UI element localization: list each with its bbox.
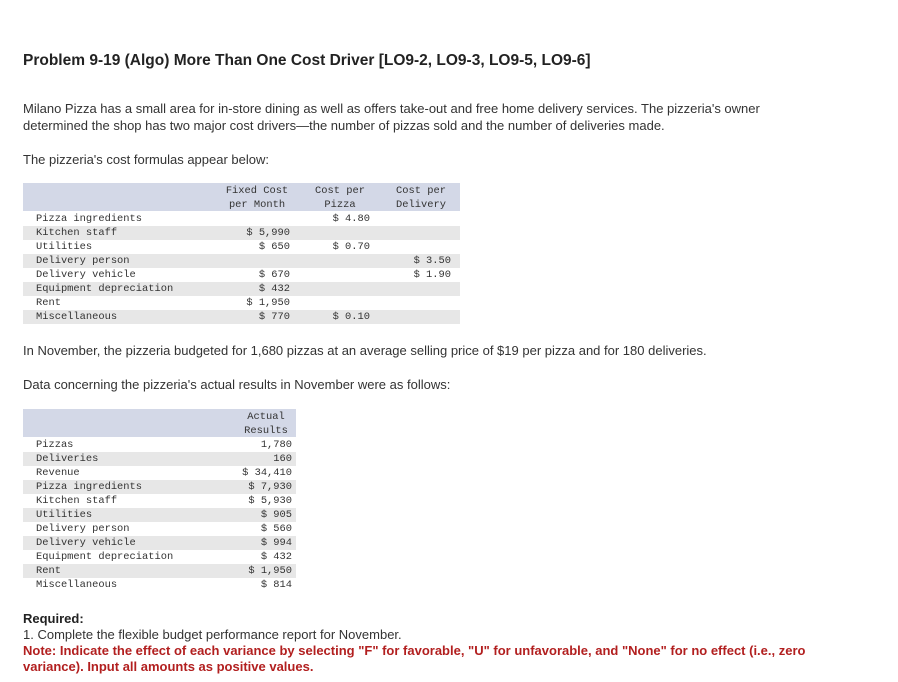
actual-value: $ 905 [260,509,292,521]
row-label: Rent [36,565,61,577]
header-cost-per-delivery: Cost per Delivery [396,185,446,211]
cost-per-pizza-value: $ 0.70 [332,241,370,253]
cost-per-pizza-value: $ 4.80 [332,213,370,225]
row-label: Kitchen staff [36,495,118,507]
cost-table-row [23,240,460,254]
row-label: Revenue [36,467,80,479]
row-label: Miscellaneous [36,311,118,323]
row-label: Equipment depreciation [36,551,174,563]
formulas-intro: The pizzeria's cost formulas appear below: [23,152,269,167]
row-label: Delivery vehicle [36,269,136,281]
intro-line-1: Milano Pizza has a small area for in-store dining as well as offers take-out and free home delivery services. The pizzeria's owner [23,101,760,116]
actual-table-row [23,578,296,592]
cost-table-row [23,268,460,282]
cost-table-row [23,226,460,240]
fixed-cost-value: $ 670 [258,269,290,281]
fixed-cost-value: $ 650 [258,241,290,253]
note-line-2: variance). Input all amounts as positive values. [23,659,314,674]
row-label: Deliveries [36,453,99,465]
fixed-cost-value: $ 5,990 [246,227,290,239]
actual-table-row [23,438,296,452]
actual-value: 160 [273,453,292,465]
problem-title: Problem 9-19 (Algo) More Than One Cost Driver [LO9-2, LO9-3, LO9-5, LO9-6] [23,52,591,69]
row-label: Rent [36,297,61,309]
budget-text: In November, the pizzeria budgeted for 1,680 pizzas at an average selling price of $19 per pizza and for 180 deliveries. [23,343,707,358]
actual-value: $ 1,950 [248,565,292,577]
cost-table-row [23,310,460,324]
actual-table-row [23,550,296,564]
required-item-1: 1. Complete the flexible budget performance report for November. [23,627,402,642]
fixed-cost-value: $ 1,950 [246,297,290,309]
actual-value: $ 7,930 [248,481,292,493]
actual-table-header [23,409,296,437]
actual-table-row [23,494,296,508]
actual-intro: Data concerning the pizzeria's actual results in November were as follows: [23,377,451,392]
actual-results-table [23,409,296,593]
actual-table-row [23,452,296,466]
row-label: Delivery person [36,523,130,535]
cost-table-row [23,296,460,310]
row-label: Kitchen staff [36,227,118,239]
header-actual-results: Actual Results [244,411,288,437]
cost-per-delivery-value: $ 3.50 [413,255,451,267]
row-label: Pizzas [36,439,74,451]
cost-table-row [23,212,460,226]
actual-value: $ 994 [260,537,292,549]
actual-value: $ 560 [260,523,292,535]
actual-value: $ 5,930 [248,495,292,507]
cost-per-delivery-value: $ 1.90 [413,269,451,281]
actual-value: $ 432 [260,551,292,563]
fixed-cost-value: $ 770 [258,311,290,323]
actual-table-row [23,522,296,536]
actual-table-row [23,536,296,550]
row-label: Miscellaneous [36,579,118,591]
actual-value: 1,780 [260,439,292,451]
actual-value: $ 34,410 [242,467,292,479]
note-line-1: Note: Indicate the effect of each variance by selecting "F" for favorable, "U" for unfavorable, and "None" for no effect (i.e., zero [23,643,806,658]
cost-table-header [23,183,460,211]
header-fixed-cost: Fixed Cost per Month [225,185,289,211]
header-cost-per-pizza: Cost per Pizza [315,185,365,211]
actual-table-row [23,508,296,522]
intro-line-2: determined the shop has two major cost drivers—the number of pizzas sold and the number of deliveries made. [23,118,665,133]
actual-table-row [23,480,296,494]
required-heading: Required: [23,611,84,626]
cost-table-row [23,254,460,268]
row-label: Utilities [36,509,93,521]
row-label: Pizza ingredients [36,213,143,225]
required-section [23,611,805,675]
actual-value: $ 814 [260,579,292,591]
fixed-cost-value: $ 432 [258,283,290,295]
actual-table-row [23,564,296,578]
cost-table-row [23,282,460,296]
row-label: Pizza ingredients [36,481,143,493]
row-label: Delivery vehicle [36,537,136,549]
cost-formula-table [23,183,460,325]
intro-paragraph [23,100,760,134]
cost-per-pizza-value: $ 0.10 [332,311,370,323]
actual-table-row [23,466,296,480]
row-label: Utilities [36,241,93,253]
row-label: Equipment depreciation [36,283,174,295]
row-label: Delivery person [36,255,130,267]
